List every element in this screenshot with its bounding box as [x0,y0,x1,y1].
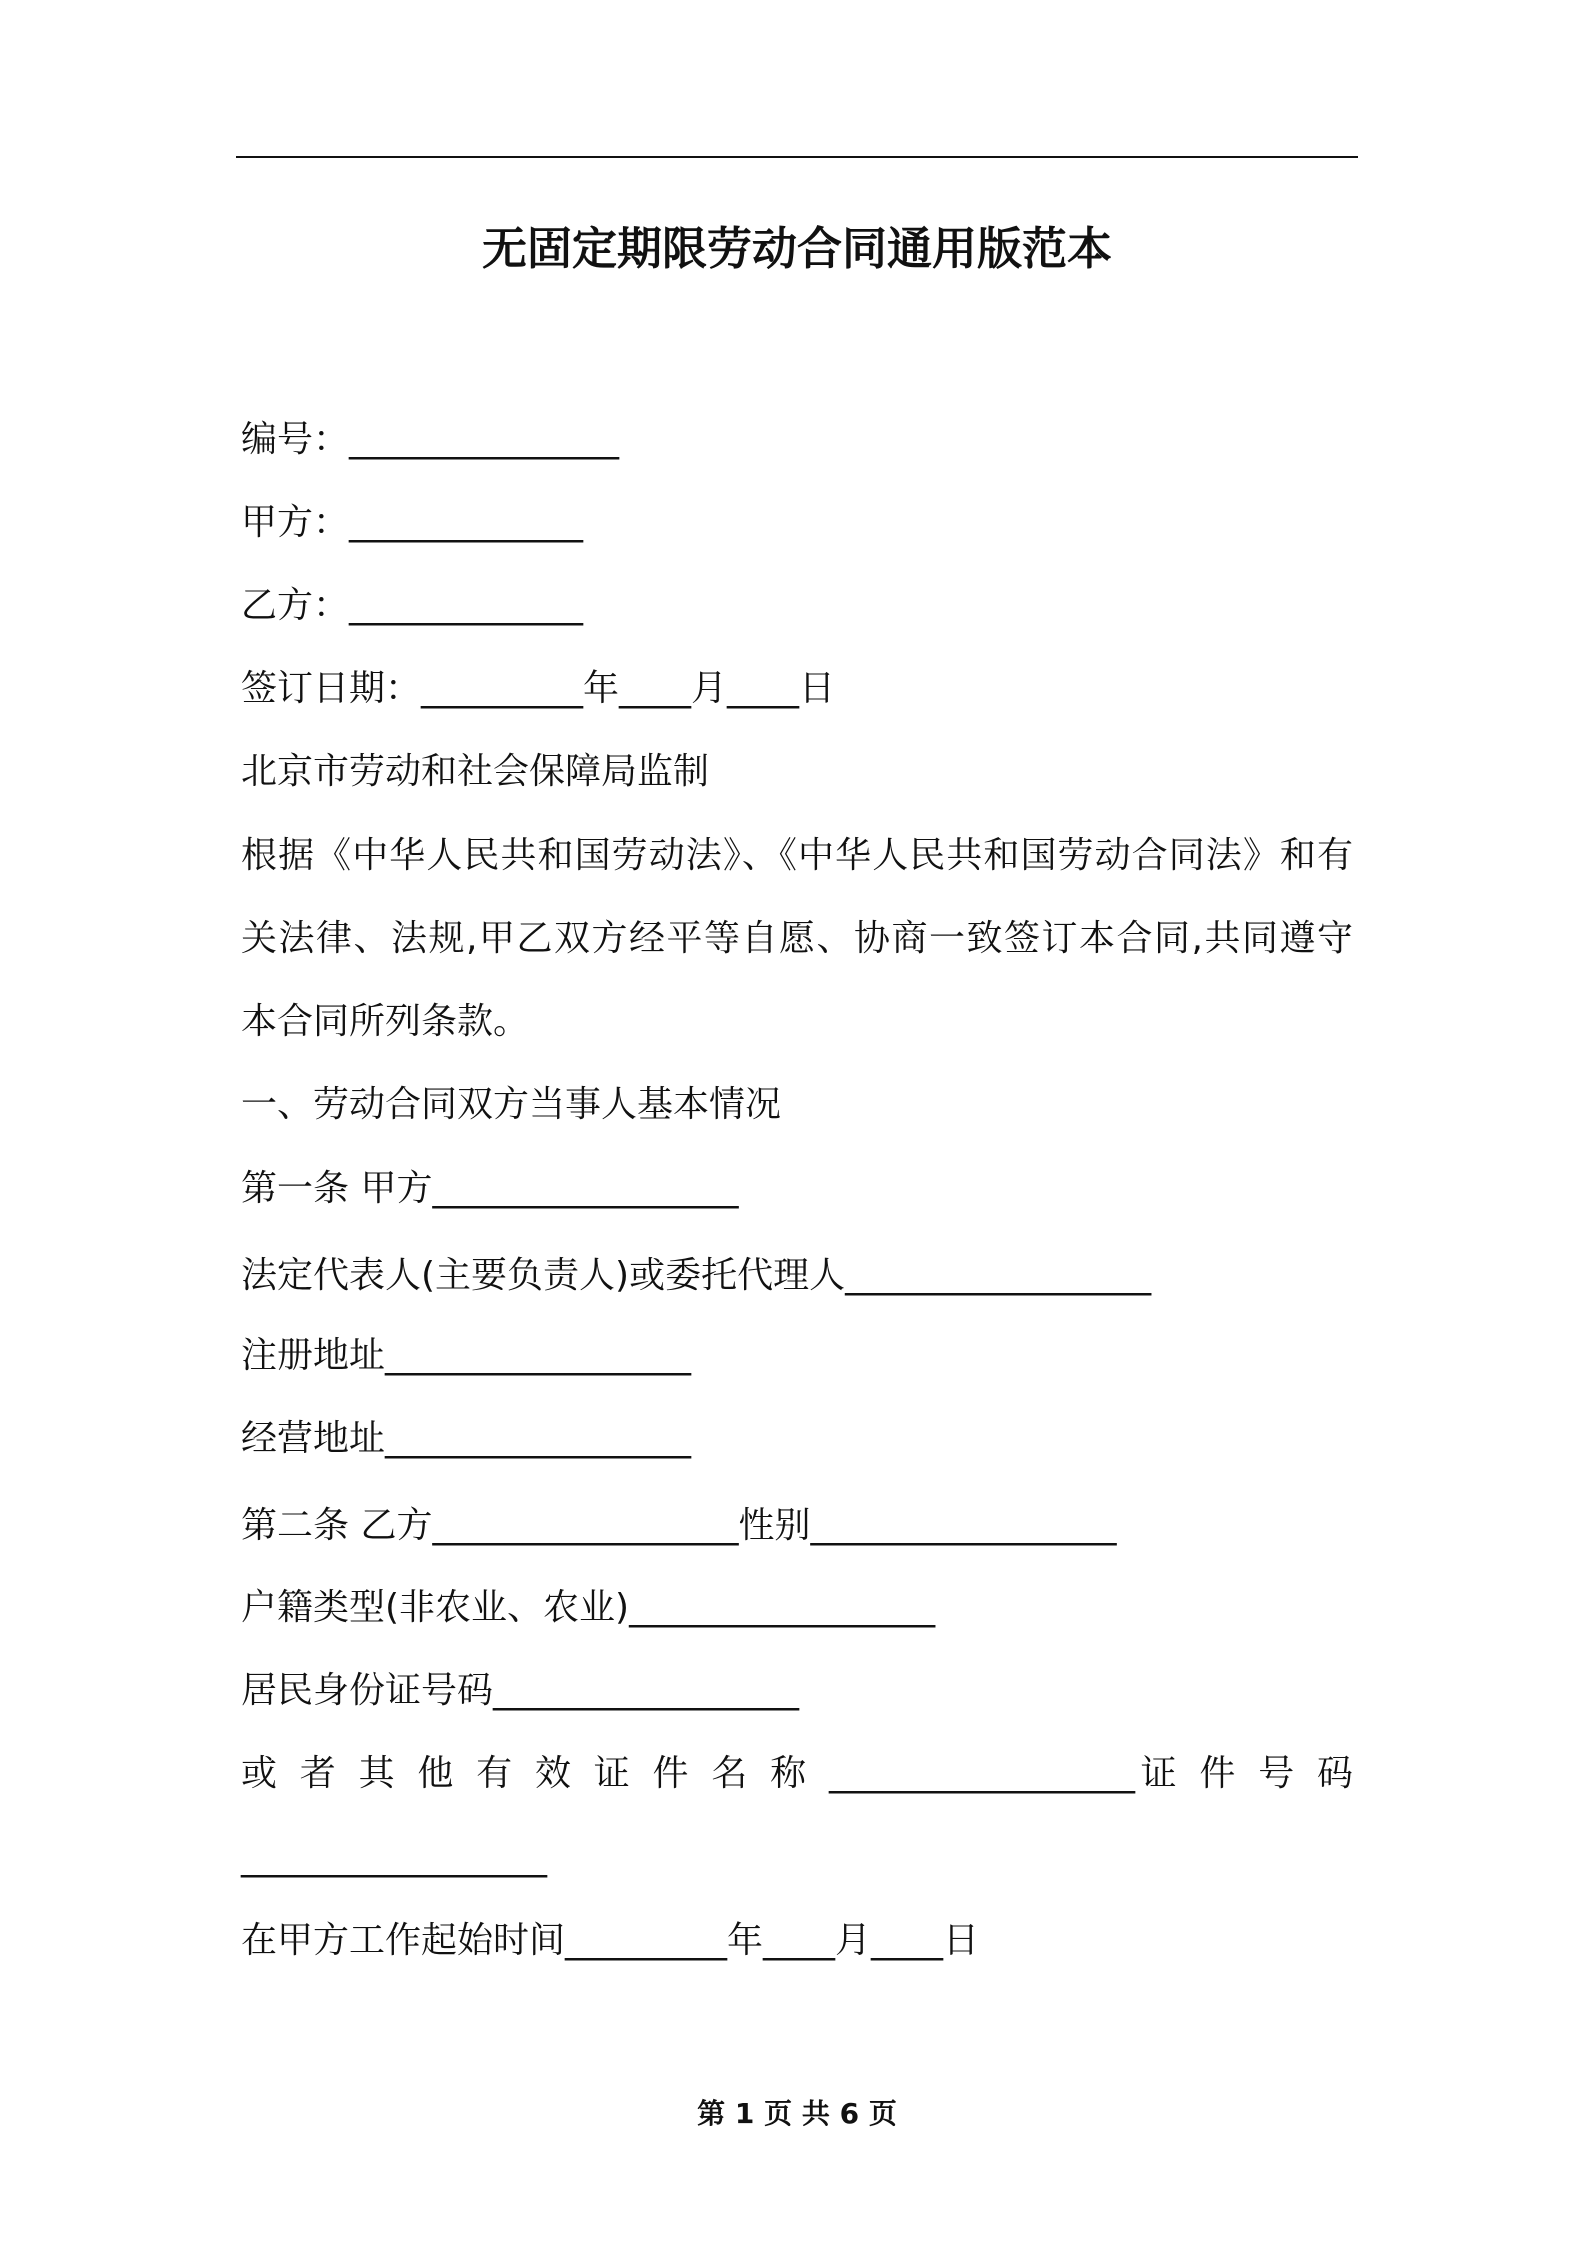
page-footer: 第 1 页 共 6 页 [697,2097,897,2130]
header-rule [236,156,1358,158]
party-b-line: 乙方：_____________ [241,585,584,626]
section-heading: 一、劳动合同双方当事人基本情况 [241,1084,782,1125]
signing-date-line: 签订日期：_________年____月____日 [241,668,836,709]
legal-representative-line: 法定代表人(主要负责人)或委托代理人_________________ [241,1255,1152,1296]
preamble-line-1: 根据《中华人民共和国劳动法》、《中华人民共和国劳动合同法》和有 [241,835,1353,876]
start-date-line: 在甲方工作起始时间_________年____月____日 [241,1920,980,1961]
document-title: 无固定期限劳动合同通用版范本 [481,222,1112,275]
supervisor-line: 北京市劳动和社会保障局监制 [241,751,710,792]
household-type-line: 户籍类型(非农业、农业)_________________ [241,1587,936,1628]
id-number-line: 居民身份证号码_________________ [241,1670,800,1711]
party-a-line: 甲方：_____________ [241,502,584,543]
article-2-party-b: 第二条 乙方_________________性别_________________ [241,1505,1117,1546]
business-address-line: 经营地址_________________ [241,1418,692,1459]
preamble-line-2: 关法律、法规,甲乙双方经平等自愿、协商一致签订本合同,共同遵守 [241,918,1353,959]
article-1-party-a: 第一条 甲方_________________ [241,1168,739,1209]
preamble-line-3: 本合同所列条款。 [241,1001,530,1042]
id-number-blank-line: _________________ [241,1837,547,1878]
other-id-line: 或 者 其 他 有 效 证 件 名 称 _________________证 件 号 码 [241,1753,1353,1794]
registered-address-line: 注册地址_________________ [241,1335,692,1376]
contract-number-line: 编号：_______________ [241,419,620,460]
